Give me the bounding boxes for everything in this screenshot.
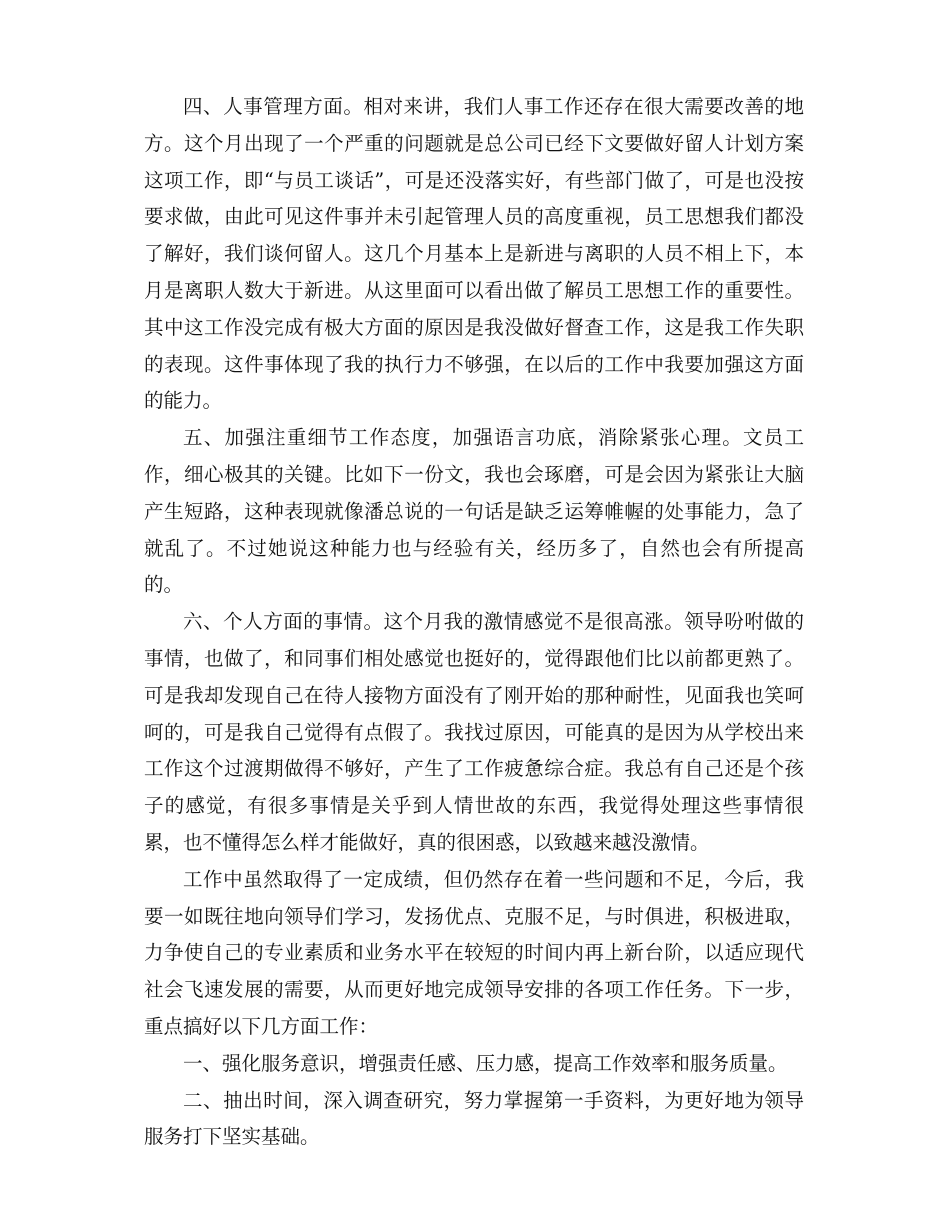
paragraph-personal-matters: 六、个人方面的事情。这个月我的激情感觉不是很高涨。领导吩咐做的事情，也做了，和同事们相处感觉也挺好的，觉得跟他们比以前都更熟了。可是我却发现自己在待人接物方面没有了刚开始的那种耐性，见面我也笑呵呵的，可是我自己觉得有点假了。我找过原因，可能真的是因为从学校出来工作这个过渡期做得不够好，产生了工作疲惫综合症。我总有自己还是个孩子的感觉，有很多事情是关乎到人情世故的东西，我觉得处理这些事情很累，也不懂得怎么样才能做好，真的很困惑，以致越来越没激情。 (144, 610, 804, 854)
paragraph-plan-item-2: 二、抽出时间，深入调查研究，努力掌握第一手资料，为更好地为领导服务打下坚实基础。 (144, 1088, 804, 1149)
paragraph-personnel-management: 四、人事管理方面。相对来讲，我们人事工作还存在很大需要改善的地方。这个月出现了一个严重的问题就是总公司已经下文要做好留人计划方案这项工作，即“与员工谈话”，可是还没落实好，有些部门做了，可是也没按要求做，由此可见这件事并未引起管理人员的高度重视，员工思想我们都没了解好，我们谈何留人。这几个月基本上是新进与离职的人员不相上下，本月是离职人数大于新进。从这里面可以看出做了解员工思想工作的重要性。其中这工作没完成有极大方面的原因是我没做好督查工作，这是我工作失职的表现。这件事体现了我的执行力不够强，在以后的工作中我要加强这方面的能力。 (144, 95, 804, 413)
paragraph-plan-item-1: 一、强化服务意识，增强责任感、压力感，提高工作效率和服务质量。 (183, 1051, 788, 1075)
document-body (144, 89, 804, 1156)
paragraph-summary-outlook: 工作中虽然取得了一定成绩，但仍然存在着一些问题和不足，今后，我要一如既往地向领导们学习，发扬优点、克服不足，与时俱进，积极进取，力争使自己的专业素质和业务水平在较短的时间内再上新台阶，以适应现代社会飞速发展的需要，从而更好地完成领导安排的各项工作任务。下一步，重点搞好以下几方面工作： (144, 867, 804, 1038)
paragraph-attention-to-detail: 五、加强注重细节工作态度，加强语言功底，消除紧张心理。文员工作，细心极其的关键。比如下一份文，我也会琢磨，可是会因为紧张让大脑产生短路，这种表现就像潘总说的一句话是缺乏运筹帷幄的处事能力，急了就乱了。不过她说这种能力也与经验有关，经历多了，自然也会有所提高的。 (144, 426, 804, 597)
